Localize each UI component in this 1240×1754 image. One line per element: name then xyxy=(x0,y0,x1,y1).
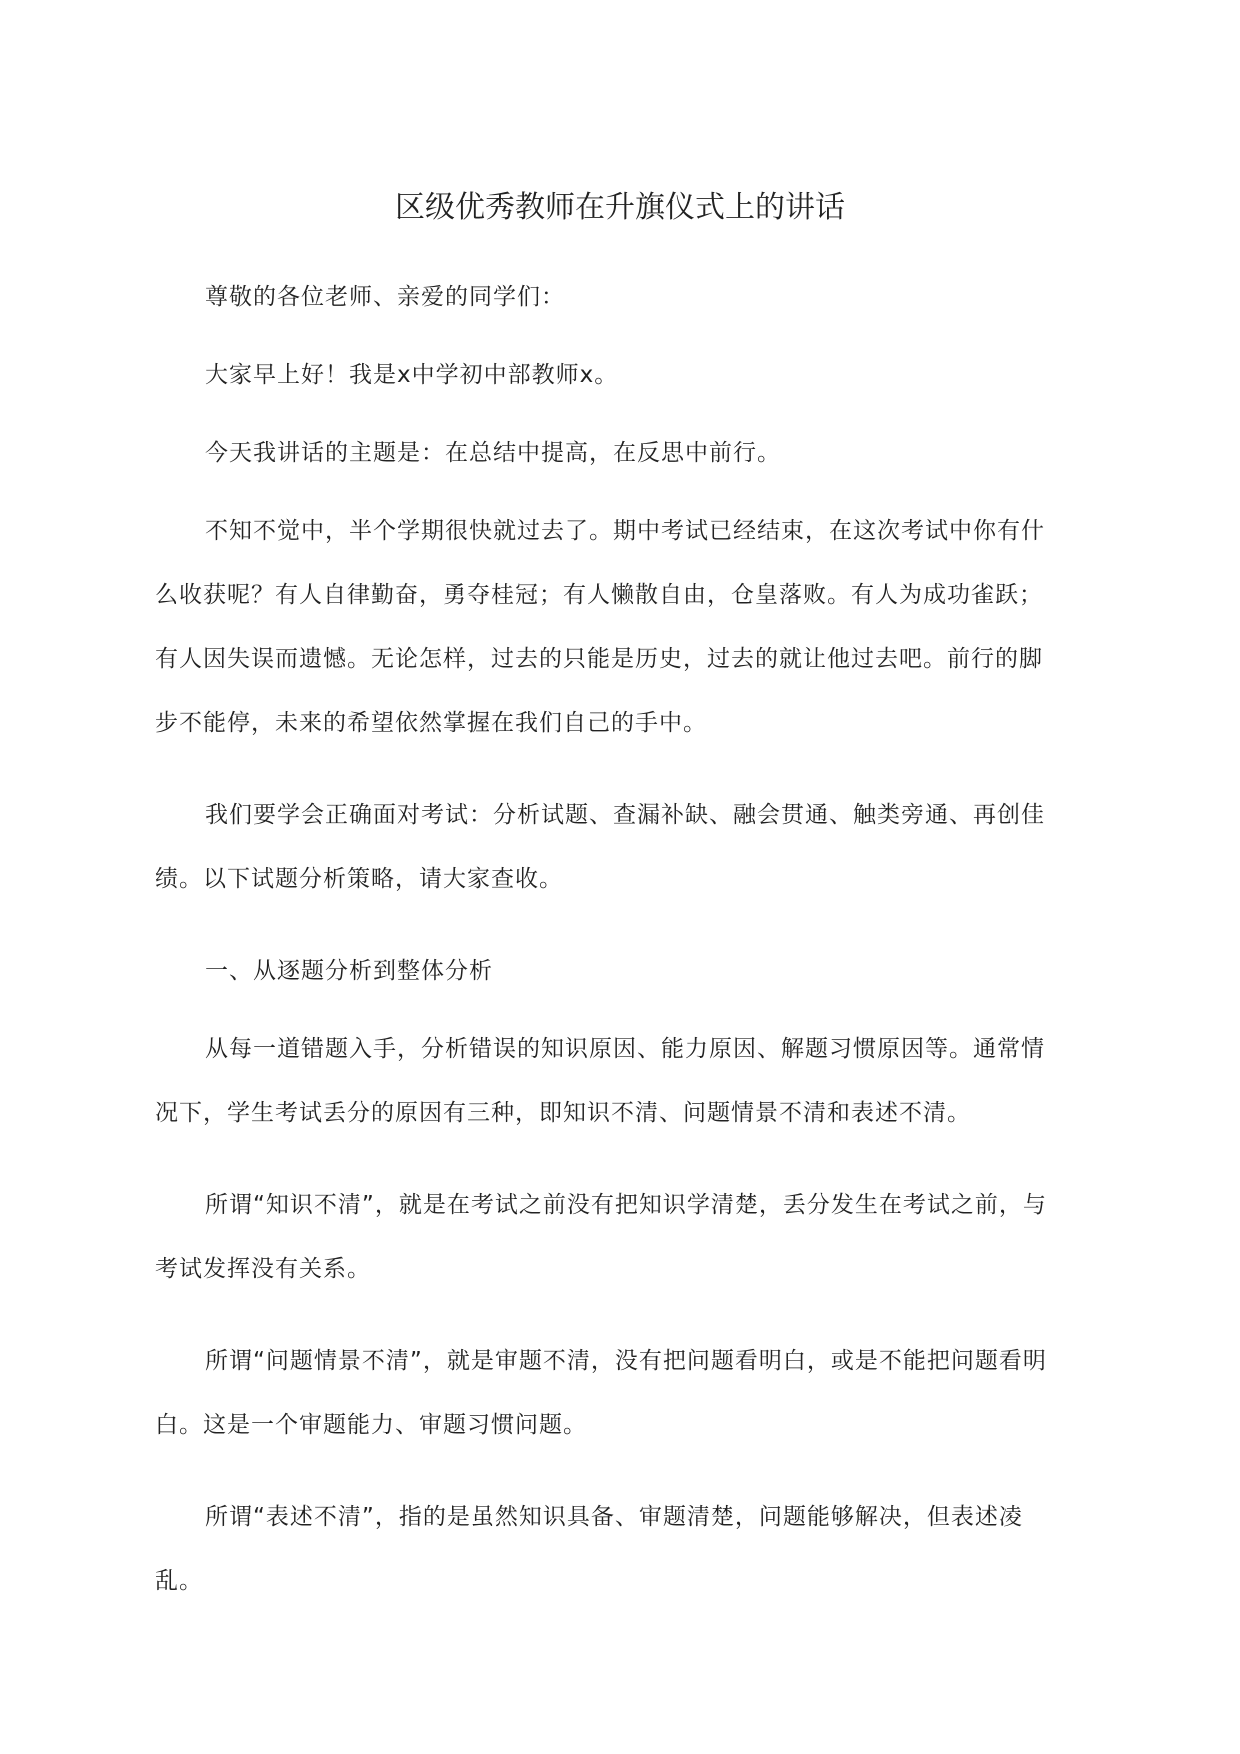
paragraph-error-analysis: 从每一道错题入手，分析错误的知识原因、能力原因、解题习惯原因等。通常情况下，学生考试丢分的原因有三种，即知识不清、问题情景不清和表述不清。 xyxy=(155,1036,1045,1126)
paragraph-knowledge-unclear: 所谓“知识不清”，就是在考试之前没有把知识学清楚，丢分发生在考试之前，与考试发挥没有关系。 xyxy=(155,1192,1047,1282)
paragraph-expression-unclear: 所谓“表述不清”，指的是虽然知识具备、审题清楚，问题能够解决，但表述凌乱。 xyxy=(155,1504,1023,1594)
paragraph-theme: 今天我讲话的主题是：在总结中提高，在反思中前行。 xyxy=(205,440,781,466)
paragraph-salutation: 尊敬的各位老师、亲爱的同学们： xyxy=(205,284,565,310)
document-title: 区级优秀教师在升旗仪式上的讲话 xyxy=(395,190,845,225)
paragraph-greeting: 大家早上好！我是x中学初中部教师x。 xyxy=(205,362,619,388)
paragraph-reflection: 不知不觉中，半个学期很快就过去了。期中考试已经结束，在这次考试中你有什么收获呢？有人自律勤奋，勇夺桂冠；有人懒散自由，仓皇落败。有人为成功雀跃；有人因失误而遗憾。无论怎样，过去的只能是历史，过去的就让他过去吧。前行的脚步不能停，未来的希望依然掌握在我们自己的手中。 xyxy=(155,518,1045,736)
section-heading-1: 一、从逐题分析到整体分析 xyxy=(205,958,493,984)
document-body xyxy=(155,265,1055,1641)
paragraph-exam-approach: 我们要学会正确面对考试：分析试题、查漏补缺、融会贯通、触类旁通、再创佳绩。以下试题分析策略，请大家查收。 xyxy=(155,802,1045,892)
paragraph-problem-unclear: 所谓“问题情景不清”，就是审题不清，没有把问题看明白，或是不能把问题看明白。这是一个审题能力、审题习惯问题。 xyxy=(155,1348,1047,1438)
